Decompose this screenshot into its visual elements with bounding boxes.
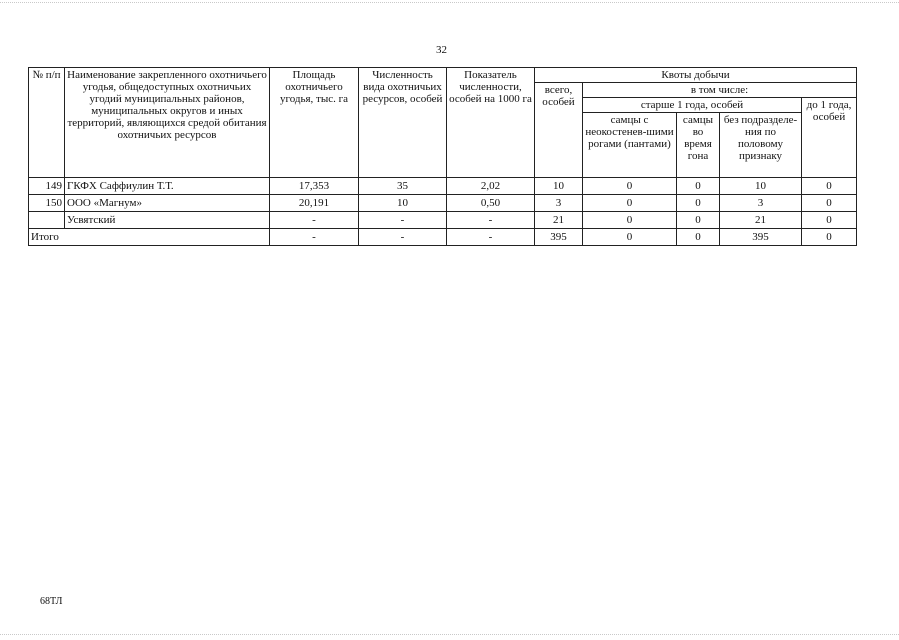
scan-edge-top [0,2,899,3]
cell-count: 10 [359,195,447,212]
cell-num [29,212,65,229]
cell-no-sex: 10 [720,178,802,195]
cell-total: 3 [535,195,583,212]
header-males-rut: самцы во время гона [677,113,720,178]
header-area: Площадь охотничьего угодья, тыс. га [270,68,359,178]
total-no-sex: 395 [720,229,802,246]
cell-count: - [359,212,447,229]
header-quota-group: Квоты добычи [535,68,857,83]
total-density: - [447,229,535,246]
total-under-one-year: 0 [802,229,857,246]
table-row [29,212,857,229]
cell-males-rut: 0 [677,195,720,212]
cell-name: ГКФХ Саффиулин Т.Т. [65,178,270,195]
total-row [29,229,857,246]
cell-area: 17,353 [270,178,359,195]
cell-males-antlers: 0 [583,212,677,229]
cell-num: 150 [29,195,65,212]
table-body [29,178,857,246]
cell-density: 2,02 [447,178,535,195]
cell-under-one-year: 0 [802,212,857,229]
cell-density: 0,50 [447,195,535,212]
table-row [29,195,857,212]
total-count: - [359,229,447,246]
total-label: Итого [29,229,270,246]
header-num: № п/п [29,68,65,178]
header-males-antlers: самцы с неокостенев-шими рогами (пантами) [583,113,677,178]
cell-under-one-year: 0 [802,195,857,212]
header-name: Наименование закрепленного охотничьего угодья, общедоступных охотничьих угодий муниципальных районов, муниципальных округов и иных территорий, являющихся средой обитания охотничьих ресурсов [65,68,270,178]
cell-total: 10 [535,178,583,195]
cell-count: 35 [359,178,447,195]
header-total: всего, особей [535,83,583,178]
cell-under-one-year: 0 [802,178,857,195]
quota-table [28,67,857,246]
total-area: - [270,229,359,246]
cell-area: - [270,212,359,229]
cell-no-sex: 3 [720,195,802,212]
cell-name: Усвятский [65,212,270,229]
cell-males-antlers: 0 [583,178,677,195]
cell-no-sex: 21 [720,212,802,229]
page-number: 32 [436,44,447,56]
header-over-one-year: старше 1 года, особей [583,98,802,113]
cell-density: - [447,212,535,229]
cell-num: 149 [29,178,65,195]
cell-males-rut: 0 [677,212,720,229]
cell-name: ООО «Магнум» [65,195,270,212]
footer-code: 68ТЛ [40,596,63,607]
header-including: в том числе: [583,83,857,98]
table-row [29,178,857,195]
cell-total: 21 [535,212,583,229]
total-total: 395 [535,229,583,246]
total-males-antlers: 0 [583,229,677,246]
header-count: Численность вида охотничьих ресурсов, особей [359,68,447,178]
table-header [29,68,857,178]
cell-area: 20,191 [270,195,359,212]
scan-edge-bottom [0,634,899,635]
header-under-one-year: до 1 года, особей [802,98,857,178]
header-density: Показатель численности, особей на 1000 га [447,68,535,178]
cell-males-rut: 0 [677,178,720,195]
total-males-rut: 0 [677,229,720,246]
cell-males-antlers: 0 [583,195,677,212]
header-no-sex: без подразделе-ния по половому признаку [720,113,802,178]
